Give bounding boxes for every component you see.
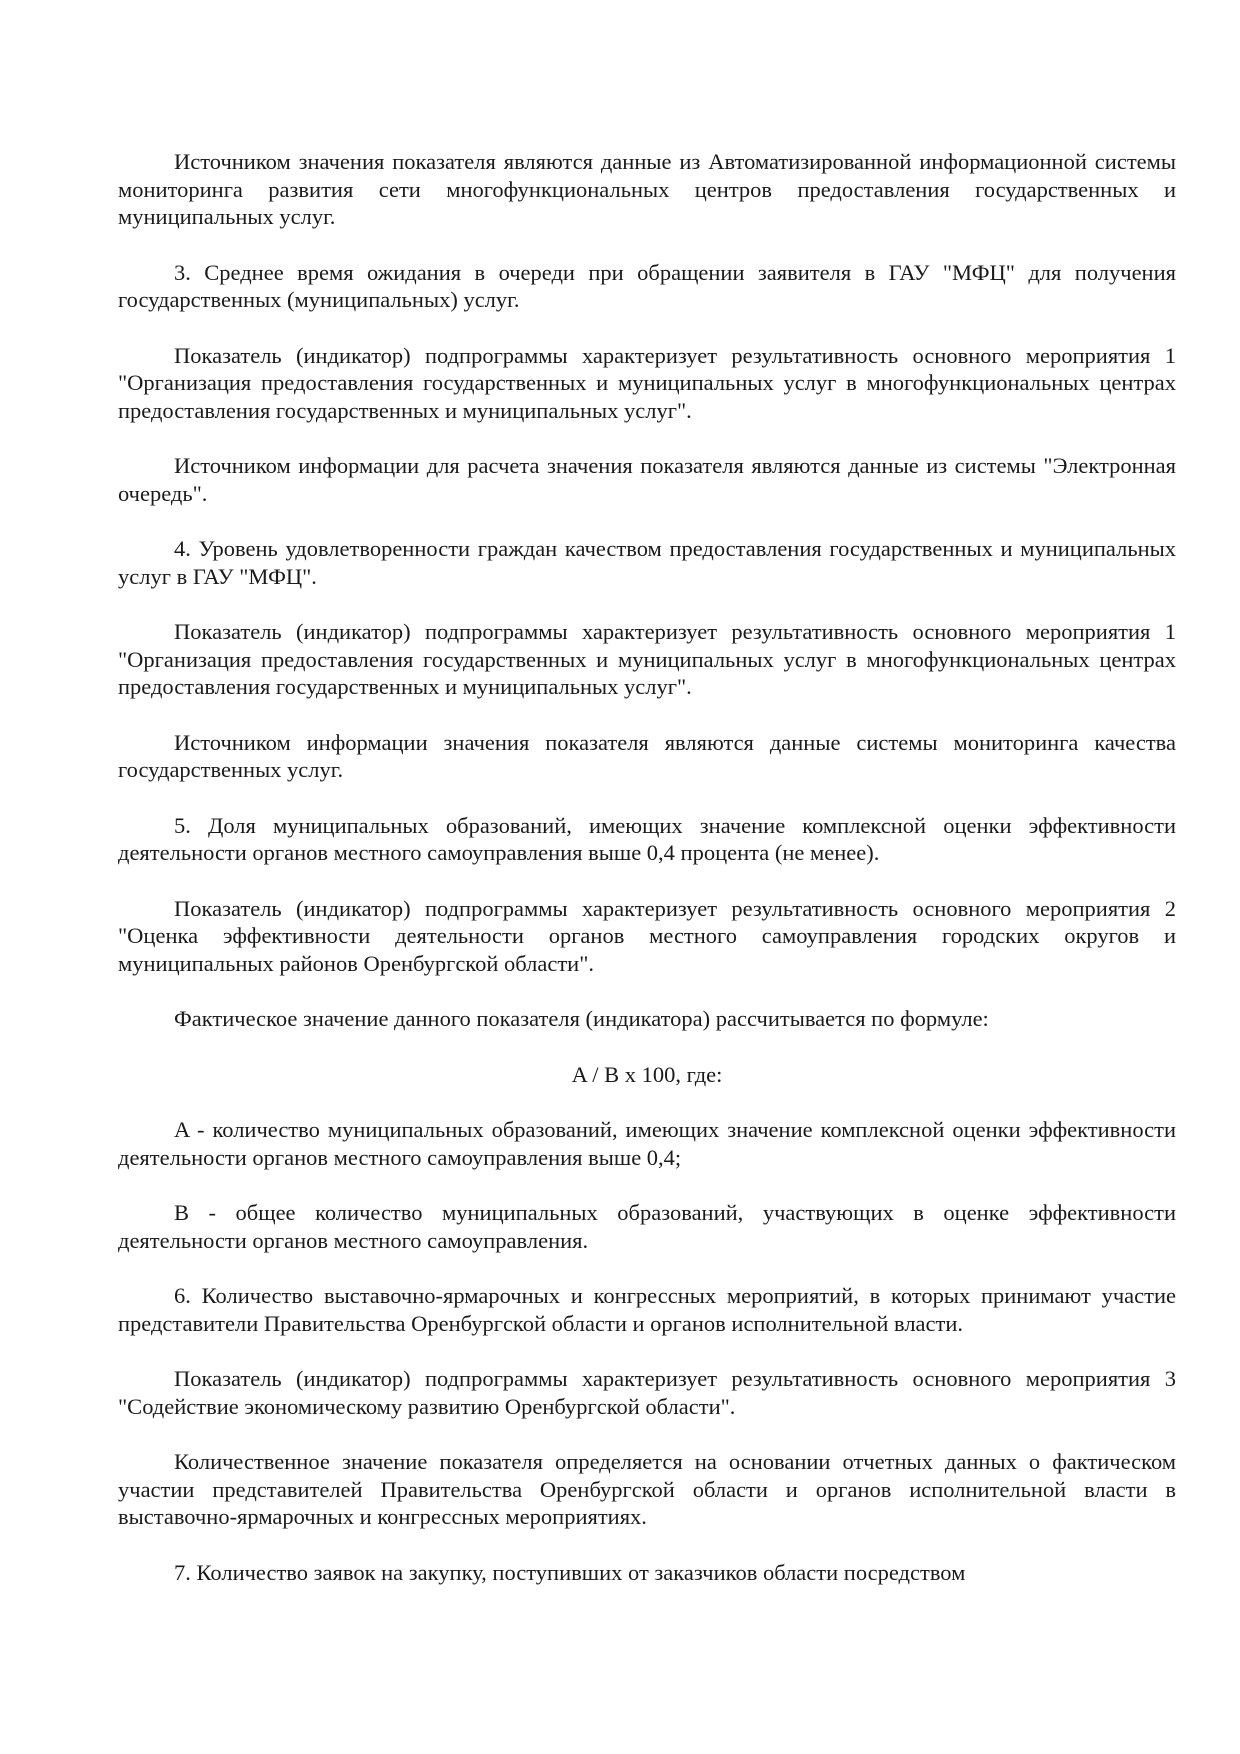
paragraph-indicator-4-source: Источником информации значения показателя являются данные системы мониторинга качества государственных услуг. [118,729,1176,782]
document-body [118,148,1176,1614]
paragraph-indicator-4-description: Показатель (индикатор) подпрограммы характеризует результативность основного мероприятия 1 "Организация предоставления государственных и муниципальных услуг в многофункциональных центрах предоставления государственных и муниципальных услуг". [118,619,1176,699]
paragraph-indicator-6-source: Количественное значение показателя определяется на основании отчетных данных о фактическом участии представителей Правительства Оренбургской области и органов исполнительной власти в выставочно-ярмарочных и конгрессных мероприятиях. [118,1449,1176,1529]
paragraph-indicator-4-title: 4. Уровень удовлетворенности граждан качеством предоставления государственных и муниципальных услуг в ГАУ "МФЦ". [118,536,1176,589]
paragraph-formula-b-definition: B - общее количество муниципальных образований, участвующих в оценке эффективности деятельности органов местного самоуправления. [118,1200,1176,1253]
paragraph-indicator-3-description: Показатель (индикатор) подпрограммы характеризует результативность основного мероприятия 1 "Организация предоставления государственных и муниципальных услуг в многофункциональных центрах предоставления государственных и муниципальных услуг". [118,342,1176,423]
paragraph-indicator-6-title: 6. Количество выставочно-ярмарочных и конгрессных мероприятий, в которых принимают участие представители Правительства Оренбургской области и органов исполнительной власти. [118,1283,1176,1336]
formula: A / B x 100, где: [571,1061,723,1087]
paragraph-indicator-5-title: 5. Доля муниципальных образований, имеющих значение комплексной оценки эффективности деятельности органов местного самоуправления выше 0,4 процента (не менее). [118,812,1176,865]
paragraph-formula-intro: Фактическое значение данного показателя (индикатора) рассчитывается по формуле: [174,1006,989,1031]
paragraph-source-ais: Источником значения показателя являются данные из Автоматизированной информационной системы мониторинга развития сети многофункциональных центров предоставления государственных и муниципальных услуг. [118,149,1176,229]
paragraph-indicator-5-description: Показатель (индикатор) подпрограммы характеризует результативность основного мероприятия 2 "Оценка эффективности деятельности органов местного самоуправления городских округов и муниципальных районов Оренбургской области". [118,895,1176,976]
paragraph-indicator-6-description: Показатель (индикатор) подпрограммы характеризует результативность основного мероприятия 3 "Содействие экономическому развитию Оренбургской области". [118,1366,1176,1419]
paragraph-indicator-3-title: 3. Среднее время ожидания в очереди при обращении заявителя в ГАУ "МФЦ" для получения государственных (муниципальных) услуг. [118,259,1176,312]
paragraph-indicator-7-title: 7. Количество заявок на закупку, поступивших от заказчиков области посредством [174,1559,966,1585]
paragraph-indicator-3-source: Источником информации для расчета значения показателя являются данные из системы "Электронная очередь". [118,453,1176,506]
paragraph-formula-a-definition: A - количество муниципальных образований, имеющих значение комплексной оценки эффективности деятельности органов местного самоуправления выше 0,4; [118,1117,1176,1170]
